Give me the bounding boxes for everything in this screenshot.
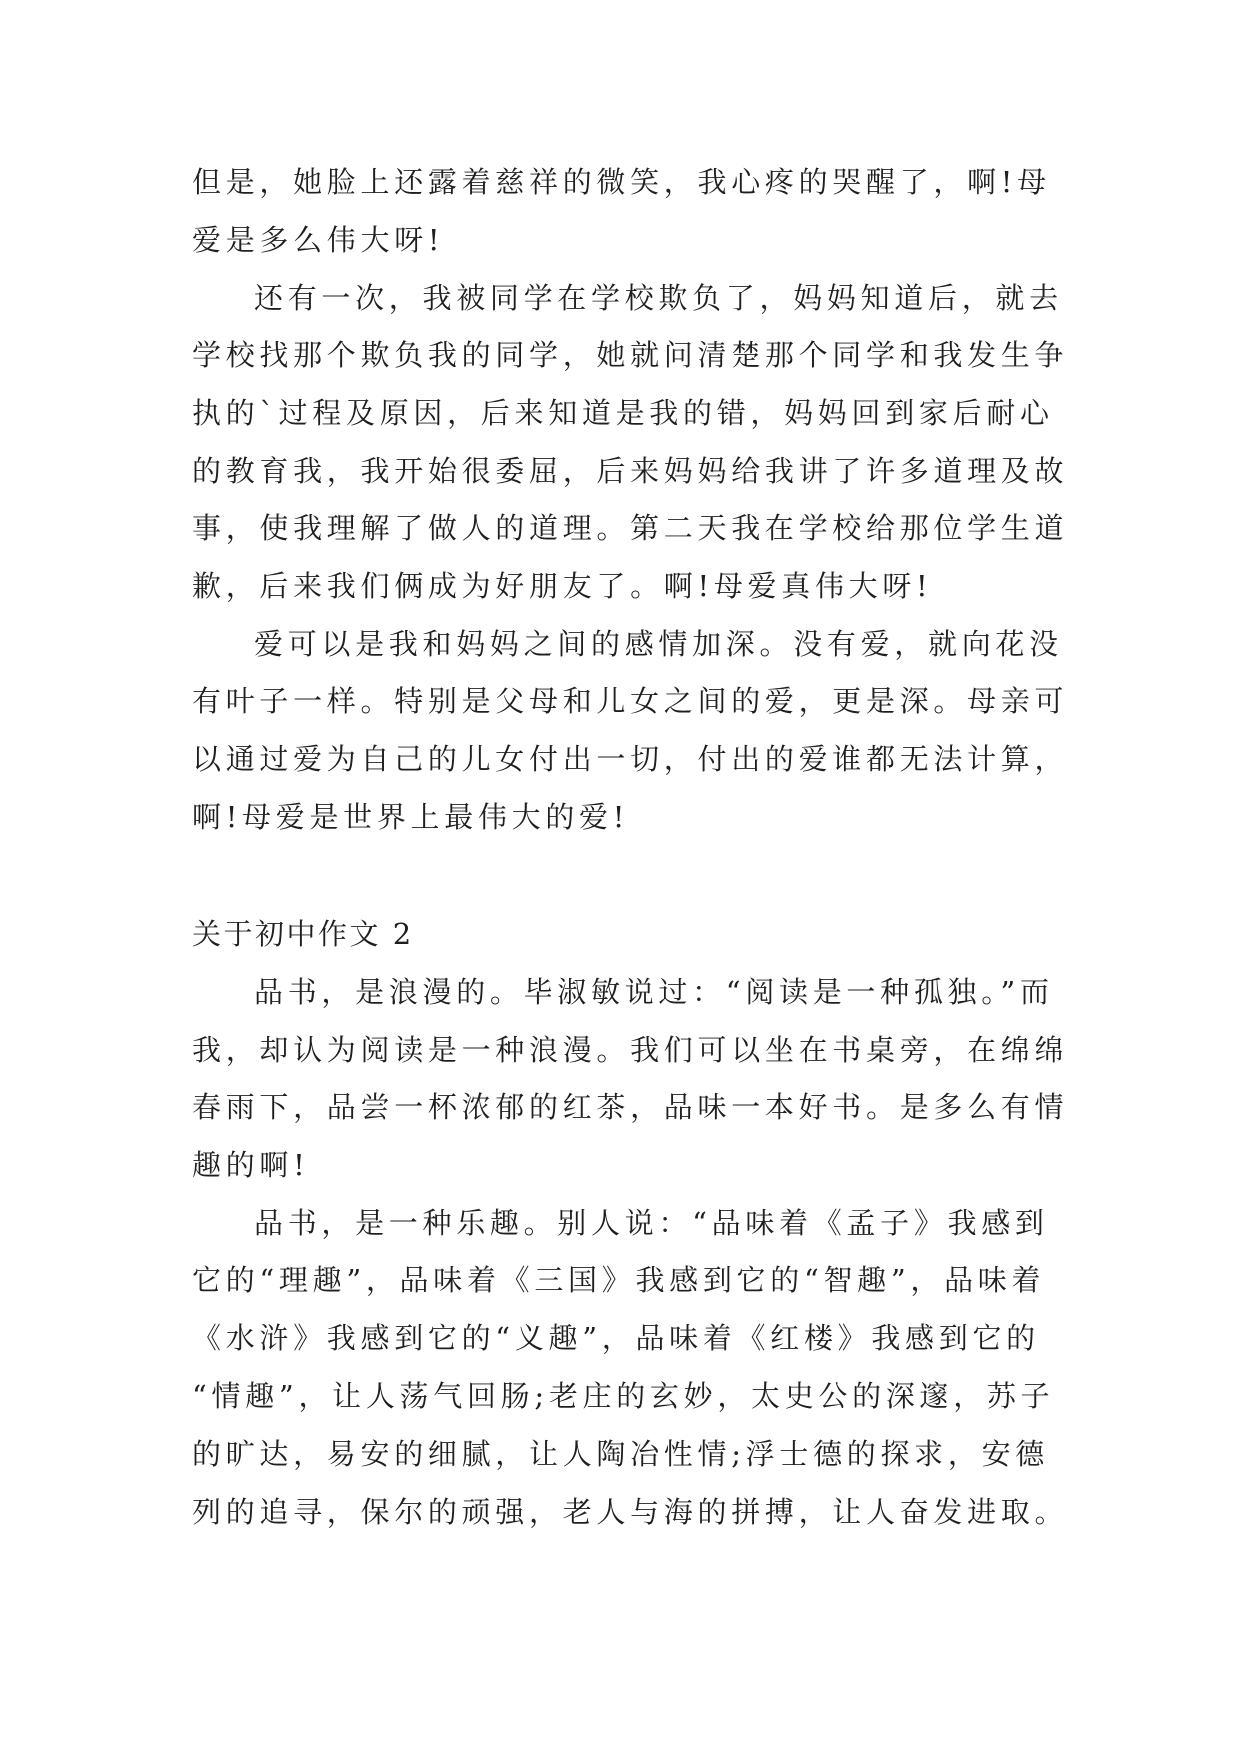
text-line: 执的`过程及原因，后来知道是我的错，妈妈回到家后耐心 bbox=[192, 396, 1054, 430]
text-line: 《水浒》我感到它的“义趣”，品味着《红楼》我感到它的 bbox=[192, 1321, 1040, 1355]
text-line: 的教育我，我开始很委屈，后来妈妈给我讲了许多道理及故 bbox=[192, 454, 1069, 488]
text-line: 有叶子一样。特别是父母和儿女之间的爱，更是深。母亲可 bbox=[192, 684, 1069, 718]
text-line: 但是，她脸上还露着慈祥的微笑，我心疼的哭醒了，啊!母 bbox=[192, 165, 1051, 199]
text-line: 趣的啊! bbox=[192, 1148, 310, 1182]
text-line: 学校找那个欺负我的同学，她就问清楚那个同学和我发生争 bbox=[192, 338, 1069, 372]
paragraph-start-line: 还有一次，我被同学在学校欺负了，妈妈知道后，就去 bbox=[254, 281, 1063, 315]
text-line: 啊!母爱是世界上最伟大的爱! bbox=[192, 800, 630, 834]
text-line: 春雨下，品尝一杯浓郁的红茶，品味一本好书。是多么有情 bbox=[192, 1090, 1069, 1124]
text-line: 以通过爱为自己的儿女付出一切，付出的爱谁都无法计算， bbox=[192, 742, 1069, 776]
text-line: “情趣”，让人荡气回肠;老庄的玄妙，太史公的深邃，苏子 bbox=[192, 1379, 1055, 1413]
paragraph-start-line: 爱可以是我和妈妈之间的感情加深。没有爱，就向花没 bbox=[254, 627, 1063, 661]
paragraph-start-line: 品书，是一种乐趣。别人说：“品味着《孟子》我感到 bbox=[254, 1206, 1049, 1240]
paragraph-start-line: 品书，是浪漫的。毕淑敏说过：“阅读是一种孤独。”而 bbox=[254, 975, 1054, 1009]
text-line: 爱是多么伟大呀! bbox=[192, 223, 445, 257]
text-line: 歉，后来我们俩成为好朋友了。啊!母爱真伟大呀! bbox=[192, 569, 933, 603]
text-line: 列的追寻，保尔的顽强，老人与海的拼搏，让人奋发进取。 bbox=[192, 1495, 1069, 1529]
section-heading: 关于初中作文 2 bbox=[192, 917, 414, 951]
text-line: 事，使我理解了做人的道理。第二天我在学校给那位学生道 bbox=[192, 511, 1069, 545]
text-line: 它的“理趣”，品味着《三国》我感到它的“智趣”，品味着 bbox=[192, 1263, 1046, 1297]
text-line: 我，却认为阅读是一种浪漫。我们可以坐在书桌旁，在绵绵 bbox=[192, 1033, 1069, 1067]
text-line: 的旷达，易安的细腻，让人陶冶性情;浮士德的探求，安德 bbox=[192, 1437, 1049, 1471]
